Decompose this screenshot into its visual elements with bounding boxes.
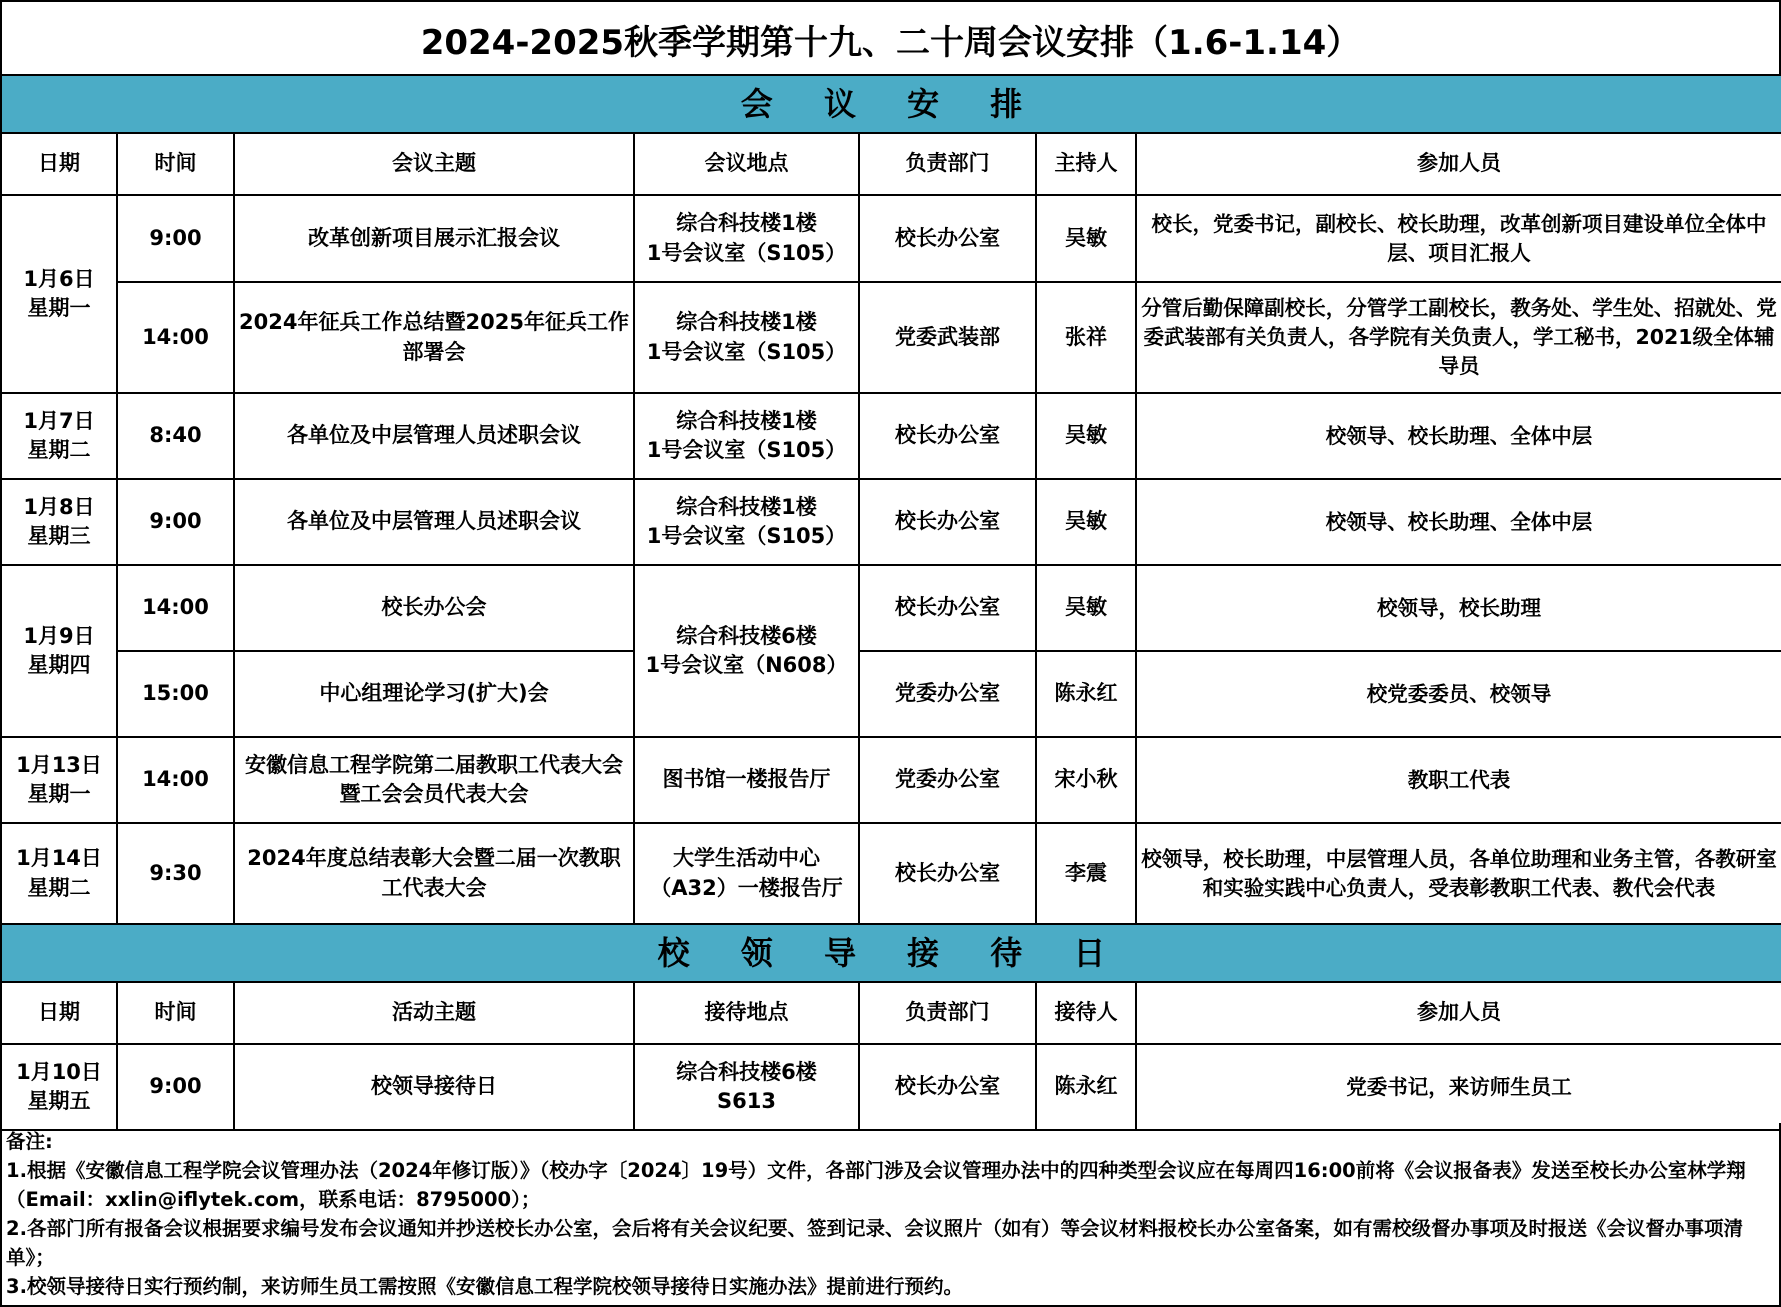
dept-cell: 校长办公室 [859,393,1036,479]
date-cell: 1月8日 星期三 [1,479,117,565]
host-cell: 吴敏 [1036,479,1136,565]
reception-section-title: 校 领 导 接 待 日 [1,924,1781,982]
date-cell: 1月6日 星期一 [1,195,117,393]
col-header-date: 日期 [1,133,117,195]
meetings-section-row [1,75,1781,133]
topic-cell: 各单位及中层管理人员述职会议 [234,393,634,479]
time-cell: 9:00 [117,1044,234,1130]
host-cell: 宋小秋 [1036,737,1136,823]
note-item: 3.校领导接待日实行预约制，来访师生员工需按照《安徽信息工程学院校领导接待日实施办法》提前进行预约。 [6,1275,963,1298]
meetings-section-title: 会 议 安 排 [1,75,1781,133]
table-row [1,282,1781,393]
attendees-cell: 党委书记，来访师生员工 [1136,1044,1781,1130]
host-cell: 吴敏 [1036,195,1136,282]
host-cell: 李震 [1036,823,1136,924]
dept-cell: 校长办公室 [859,565,1036,651]
attendees-cell: 校领导，校长助理 [1136,565,1781,651]
reception-section-row [1,924,1781,982]
dept-cell: 校长办公室 [859,479,1036,565]
location-cell: 大学生活动中心 （A32）一楼报告厅 [634,823,859,924]
col-header-attendees: 参加人员 [1136,133,1781,195]
table-row [1,195,1781,282]
date-cell: 1月7日 星期二 [1,393,117,479]
attendees-cell: 校领导、校长助理、全体中层 [1136,393,1781,479]
topic-cell: 改革创新项目展示汇报会议 [234,195,634,282]
host-cell: 吴敏 [1036,565,1136,651]
host-cell: 陈永红 [1036,651,1136,737]
meetings-header-row [1,133,1781,195]
topic-cell: 各单位及中层管理人员述职会议 [234,479,634,565]
col-header-attendees: 参加人员 [1136,982,1781,1044]
location-cell: 综合科技楼1楼 1号会议室（S105） [634,479,859,565]
location-cell: 综合科技楼1楼 1号会议室（S105） [634,195,859,282]
attendees-cell: 校领导，校长助理，中层管理人员，各单位助理和业务主管，各教研室和实验实践中心负责人，受表彰教职工代表、教代会代表 [1136,823,1781,924]
col-header-time: 时间 [117,982,234,1044]
time-cell: 9:00 [117,479,234,565]
col-header-time: 时间 [117,133,234,195]
location-cell: 综合科技楼1楼 1号会议室（S105） [634,282,859,393]
col-header-host: 接待人 [1036,982,1136,1044]
table-row [1,565,1781,651]
location-cell: 综合科技楼6楼 1号会议室（N608） [634,565,859,737]
attendees-cell: 校长，党委书记，副校长、校长助理，改革创新项目建设单位全体中层、项目汇报人 [1136,195,1781,282]
time-cell: 8:40 [117,393,234,479]
dept-cell: 校长办公室 [859,195,1036,282]
col-header-dept: 负责部门 [859,982,1036,1044]
col-header-topic: 活动主题 [234,982,634,1044]
topic-cell: 校领导接待日 [234,1044,634,1130]
host-cell: 张祥 [1036,282,1136,393]
note-item: 1.根据《安徽信息工程学院会议管理办法（2024年修订版）》（校办字〔2024〕19号）文件，各部门涉及会议管理办法中的四种类型会议应在每周四16:00前将《会议报备表》发送至校长办公室林学翔（Email：xxlin@iflytek.com，联系电话：8795000）； [6,1159,1746,1211]
reception-header-row [1,982,1781,1044]
notes-label: 备注: [6,1130,53,1153]
dept-cell: 党委武装部 [859,282,1036,393]
time-cell: 15:00 [117,651,234,737]
topic-cell: 中心组理论学习(扩大)会 [234,651,634,737]
location-cell: 综合科技楼6楼 S613 [634,1044,859,1130]
table-row [1,737,1781,823]
attendees-cell: 校党委委员、校领导 [1136,651,1781,737]
table-row [1,1044,1781,1130]
location-cell: 图书馆一楼报告厅 [634,737,859,823]
note-item: 2.各部门所有报备会议根据要求编号发布会议通知并抄送校长办公室，会后将有关会议纪要、签到记录、会议照片（如有）等会议材料报校长办公室备案，如有需校级督办事项及时报送《会议督办事项清单》； [6,1217,1743,1269]
topic-cell: 校长办公会 [234,565,634,651]
table-row [1,479,1781,565]
date-cell: 1月10日 星期五 [1,1044,117,1130]
col-header-location: 会议地点 [634,133,859,195]
table-row [1,823,1781,924]
col-header-dept: 负责部门 [859,133,1036,195]
schedule-table [0,74,1781,1131]
notes-section [0,1123,1781,1307]
attendees-cell: 校领导、校长助理、全体中层 [1136,479,1781,565]
topic-cell: 安徽信息工程学院第二届教职工代表大会暨工会会员代表大会 [234,737,634,823]
host-cell: 吴敏 [1036,393,1136,479]
table-row [1,651,1781,737]
dept-cell: 校长办公室 [859,823,1036,924]
topic-cell: 2024年度总结表彰大会暨二届一次教职工代表大会 [234,823,634,924]
col-header-date: 日期 [1,982,117,1044]
time-cell: 9:30 [117,823,234,924]
date-cell: 1月9日 星期四 [1,565,117,737]
dept-cell: 党委办公室 [859,737,1036,823]
time-cell: 14:00 [117,565,234,651]
col-header-location: 接待地点 [634,982,859,1044]
date-cell: 1月14日 星期二 [1,823,117,924]
location-cell: 综合科技楼1楼 1号会议室（S105） [634,393,859,479]
col-header-topic: 会议主题 [234,133,634,195]
topic-cell: 2024年征兵工作总结暨2025年征兵工作部署会 [234,282,634,393]
col-header-host: 主持人 [1036,133,1136,195]
dept-cell: 党委办公室 [859,651,1036,737]
time-cell: 9:00 [117,195,234,282]
attendees-cell: 分管后勤保障副校长，分管学工副校长，教务处、学生处、招就处、党委武装部有关负责人，各学院有关负责人，学工秘书，2021级全体辅导员 [1136,282,1781,393]
dept-cell: 校长办公室 [859,1044,1036,1130]
time-cell: 14:00 [117,737,234,823]
page-title: 2024-2025秋季学期第十九、二十周会议安排（1.6-1.14） [0,0,1781,76]
attendees-cell: 教职工代表 [1136,737,1781,823]
date-cell: 1月13日 星期一 [1,737,117,823]
table-row [1,393,1781,479]
time-cell: 14:00 [117,282,234,393]
host-cell: 陈永红 [1036,1044,1136,1130]
